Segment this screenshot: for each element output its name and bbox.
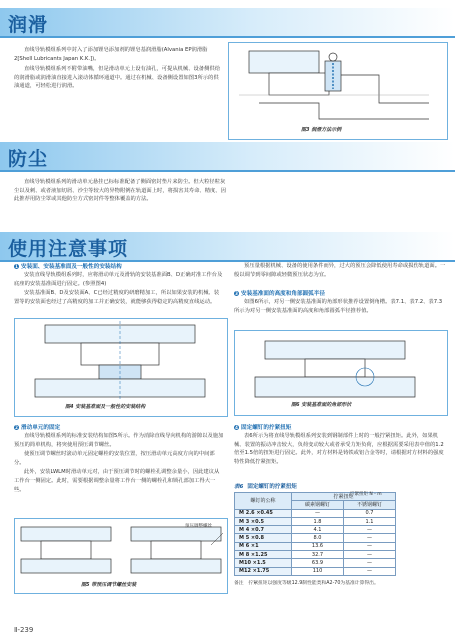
cell-stainless: — — [344, 526, 396, 534]
bullet-icon: 3 — [235, 291, 238, 296]
cell-stainless: 1.1 — [344, 517, 396, 525]
paragraph: 使预压调节螺丝时滚动单元固定螺栓的安装位置，按压滑动单元高度方向的中间部分。 — [14, 451, 215, 466]
cell-size: M 2.6 ×0.45 — [235, 509, 292, 517]
cell-stainless: — — [344, 567, 396, 575]
table-row — [235, 534, 396, 542]
table-caption-title: 固定螺钉的拧紧扭矩 — [247, 484, 297, 490]
cell-size: M 6 ×1 — [235, 542, 292, 550]
cell-size: M 3 ×0.5 — [235, 517, 292, 525]
section-title: 使用注意事项 — [8, 238, 129, 260]
col-header-stainless: 不锈钢螺钉 — [344, 501, 396, 509]
paragraph: 如图6所示，对另一侧安装基准面的角部形状推荐设置倒角槽。表7.1、表7.2、表7.3所示为对另一侧安装基准面的高度和角部圆弧半径推荐值。 — [234, 299, 443, 314]
table-row — [235, 567, 396, 575]
cell-size: M10 ×1.5 — [235, 559, 292, 567]
table-note: 备注 拧紧扭矩以强度等级12.9制性能类和A2-70为基准计算得出。 — [234, 580, 379, 586]
cell-stainless: — — [344, 551, 396, 559]
table-row — [235, 517, 396, 525]
cell-carbon: 8.0 — [292, 534, 344, 542]
page-number: Ⅱ-239 — [14, 626, 34, 634]
precaution-item-torque — [234, 423, 446, 466]
torque-table — [234, 492, 396, 576]
header-gradient — [0, 142, 455, 172]
cell-carbon: 63.9 — [292, 559, 344, 567]
bullet-icon: 2 — [15, 425, 18, 430]
precaution-item-height — [234, 289, 446, 315]
subheading-text: 滑动单元的固定 — [21, 425, 61, 431]
header-rule — [0, 170, 455, 172]
paragraph: 安装直线导轨模组系列时，应将滑动单元及滑轨的安装基准面B、D正确对准工作台及底座的安装基准面进行固定。(参照图4) — [14, 272, 223, 287]
table-caption-label: 表6 — [234, 484, 244, 490]
cell-size: M 4 ×0.7 — [235, 526, 292, 534]
lubrication-diagram — [229, 43, 447, 127]
subheading — [234, 423, 446, 431]
bullet-icon: 4 — [235, 425, 238, 430]
table-6 — [234, 482, 446, 586]
subheading-text: 安装基准面的高度和角部圆弧半径 — [241, 291, 325, 297]
mounting-diagram — [15, 319, 227, 403]
table-row — [235, 551, 396, 559]
precaution-item-fixing — [14, 423, 224, 494]
table-body — [235, 509, 396, 575]
section-header-dust — [0, 142, 455, 172]
paragraph: 此外，安装LWLM时滑动单元对，由于预压调节时的螺栓孔调整余量小，因此建议从工作台一侧固定。此时，需要根据调整余量将工作台一侧的螺栓孔和锁孔部加工得大一些。 — [14, 469, 220, 493]
dust-text — [14, 178, 226, 204]
section-header-lubrication — [0, 8, 455, 38]
corner-shape-diagram — [235, 331, 447, 403]
cell-stainless: 0.7 — [344, 509, 396, 517]
cell-carbon: 1.8 — [292, 517, 344, 525]
cell-carbon: 4.1 — [292, 526, 344, 534]
section-header-precautions — [0, 232, 455, 262]
section-title: 润滑 — [8, 14, 49, 36]
table-row — [235, 526, 396, 534]
cell-size: M 5 ×0.8 — [235, 534, 292, 542]
paragraph: 直线导轨模组系列的标准安装结构如图5所示。作为消除直线导向机构的游隙以及施加预压的简单机构，将突使用预压调节螺丝。 — [14, 433, 224, 448]
figure-4 — [14, 318, 228, 417]
col-header-carbon: 碳素钢螺钉 — [292, 501, 344, 509]
bullet-icon: 1 — [15, 264, 18, 269]
subheading — [234, 289, 446, 297]
figure-3 — [228, 42, 448, 140]
lubrication-text — [14, 46, 222, 91]
table-caption — [234, 482, 446, 490]
figure-caption: 图4 安装基准面及一般性的安装结构 — [65, 404, 146, 410]
header-rule — [0, 36, 455, 38]
figure-6 — [234, 330, 448, 416]
cell-size: M12 ×1.75 — [235, 567, 292, 575]
figure-5 — [14, 518, 228, 594]
paragraph: 表6所示为将直线导轨模组系列安装到钢制部件上时的一般拧紧扭矩。此外，如果机械、装置的振动冲击较大，负荷变动较大或者承受力矩负荷，应根据需要采用表中值的1.2倍至1.5倍的扭矩进行固定。此外，对方材料是铸铁或铝合金等时，请根据对方材料的强度特性降低拧紧扭矩。 — [234, 433, 444, 465]
cell-stainless: — — [344, 559, 396, 567]
figure-label: 预压调整螺丝 — [185, 524, 212, 529]
subheading-text: 安装面、安装基准面及一般性的安装结构 — [21, 264, 122, 270]
cell-stainless: — — [344, 542, 396, 550]
col-header-torque-text: 拧紧扭矩 — [333, 494, 354, 501]
paragraph: 直线导轨模组系列不附带油嘴，但是滑动单元上设有油孔，可提从机械、设备侧供给的润滑脂或润滑油直接进入滚动体循环通道中。通过在机械、设备侧设置如图3所示的供油通道，可轻松进行润滑。 — [14, 66, 220, 90]
cell-carbon: 32.7 — [292, 551, 344, 559]
cell-carbon: 110 — [292, 567, 344, 575]
paragraph: 预压量根据机械、设备的使用条件而异，过大的预压会降低使用寿命或损伤轨道面。一般以调节到零间隙或轻微预压状态为宜。 — [234, 263, 446, 278]
subheading — [14, 423, 224, 431]
subheading — [14, 262, 224, 270]
table-row — [235, 542, 396, 550]
figure-caption: 图6 安装基准面的角部形状 — [291, 402, 352, 408]
precaution-item-mounting — [14, 262, 224, 306]
cell-stainless: — — [344, 534, 396, 542]
paragraph: 安装基准面B、D及安装面A、C已经过精度的研磨精加工，所以如果安装的机械、装置等的安装面也经过了高精度的加工并正确安装，就能够获得稳定的高精度直线运动。 — [14, 290, 220, 305]
paragraph: 直线导轨模组系列的滑动单元悬挂已标标准配备了侧面密封垫片来防尘。但大粒径粒灰尘以及刺、或者液加切屑、沙尘等较大的异物附例在轨道面上时，将损害其寿命、精度、因此推荐用防尘罩或其他防尘方式密封件等整体覆盖的方法。 — [14, 179, 226, 203]
section-title: 防尘 — [8, 148, 49, 170]
precaution-item-preload — [234, 262, 446, 279]
subheading-text: 固定螺钉的拧紧扭矩 — [241, 425, 292, 431]
table-row — [235, 509, 396, 517]
cell-size: M 8 ×1.25 — [235, 551, 292, 559]
cell-carbon: 13.6 — [292, 542, 344, 550]
figure-caption: 图3 润滑方法示例 — [301, 127, 342, 133]
paragraph: 直线导轨模组系列中封入了添加锂皂添加剂的锂皂基润滑脂(Alvania EP润滑脂2[Shell Lubricants Japan K.K.])。 — [14, 47, 208, 62]
col-header-size: 螺钉的公称 — [235, 493, 292, 510]
header-gradient — [0, 8, 455, 38]
table-unit: 拧紧扭矩 N・m — [350, 492, 382, 497]
cell-carbon: — — [292, 509, 344, 517]
table-row — [235, 559, 396, 567]
figure-caption: 图5 带预压调节螺丝安装 — [81, 582, 137, 588]
